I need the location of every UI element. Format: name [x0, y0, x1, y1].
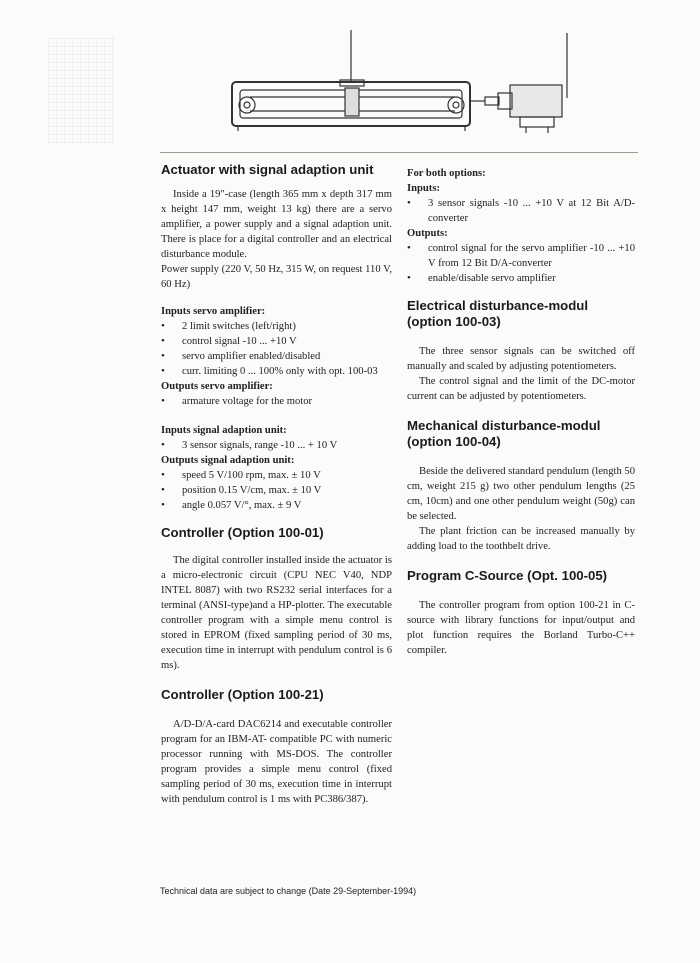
list-item: • armature voltage for the motor	[161, 394, 392, 409]
electrical-disturbance-text-2: The control signal and the limit of the DC-motor current can be adjusted by potentiometers.	[407, 376, 635, 402]
actuator-description: Inside a 19"-case (length 365 mm x depth 317 mm x height 147 mm, weight 13 kg) there are a servo amplifier, a power supply and a signal adaption unit. There is place for a digital controller and an electrical disturbance module.	[161, 189, 392, 260]
inputs-servo-heading: Inputs servo amplifier:	[161, 306, 266, 317]
list-item: • speed 5 V/100 rpm, max. ± 10 V	[161, 468, 392, 483]
both-inputs-heading: Inputs:	[407, 183, 440, 194]
section-title-mechanical-disturbance: Mechanical disturbance-modul (option 100-04)	[407, 418, 601, 449]
list-item: • 3 sensor signals, range -10 ... + 10 V	[161, 438, 392, 453]
controller-100-01-text: The digital controller installed inside the actuator is a micro-electronic circuit (CPU NEC V40, NDP INTEL 8087) with two RS232 serial interfaces for a terminal (ANSI-type)and a HP-plotter. The executable controller program with a simple menu control is stored in EPROM (fixed sampling period of 30 ms, execution time in interrupt with pendulum control is 6 ms).	[161, 555, 392, 671]
list-item: • angle 0.057 V/°, max. ± 9 V	[161, 498, 392, 513]
motor-unit	[510, 85, 562, 117]
list-item: • position 0.15 V/cm, max. ± 10 V	[161, 483, 392, 498]
mechanical-disturbance-text-1: Beside the delivered standard pendulum (length 50 cm, weight 215 g) two other pendulum lengths (25 cm, 10cm) and one other pendulum weight (50g) can be selected.	[407, 466, 635, 522]
list-item: • enable/disable servo amplifier	[407, 271, 635, 286]
section-title-electrical-disturbance: Electrical disturbance-modul (option 100-03)	[407, 298, 589, 329]
controller-100-21-text: A/D-D/A-card DAC6214 and executable controller program for an IBM-AT- compatible PC with numeric processor running with MS-DOS. The controller program provides a simple menu control (fixed sampling period of 30 ms, execution time in interrupt with pendulum control is 1 ms with PC386/387).	[161, 719, 392, 805]
section-title-controller-100-01: Controller (Option 100-01)	[161, 525, 324, 540]
list-item: • 3 sensor signals -10 ... +10 V at 12 Bit A/D-converter	[407, 196, 635, 226]
section-title-controller-100-21: Controller (Option 100-21)	[161, 687, 324, 702]
outputs-servo-list	[161, 394, 392, 409]
list-item: • control signal -10 ... +10 V	[161, 334, 392, 349]
program-c-source-text: The controller program from option 100-21 in C-source with library functions for input/output and plot function requires the Borland Turbo-C++ compiler.	[407, 600, 635, 656]
section-title-program-c-source: Program C-Source (Opt. 100-05)	[407, 568, 608, 583]
mechanical-disturbance-text-2: The plant friction can be increased manually by adding load to the toothbelt drive.	[407, 526, 635, 552]
outputs-signal-list	[161, 468, 392, 513]
both-outputs-list	[407, 241, 635, 286]
both-options-heading: For both options:	[407, 168, 486, 179]
list-item: • servo amplifier enabled/disabled	[161, 349, 392, 364]
list-item: • 2 limit switches (left/right)	[161, 319, 392, 334]
header-rule	[160, 152, 638, 153]
left-column	[161, 162, 392, 807]
list-item: • control signal for the servo amplifier -10 ... +10 V from 12 Bit D/A-converter	[407, 241, 635, 271]
show-through-pattern	[48, 38, 114, 144]
pulley-left	[239, 97, 255, 113]
section-title-actuator: Actuator with signal adaption unit	[161, 162, 374, 177]
electrical-disturbance-text-1: The three sensor signals can be switched off manually and scaled by adjusting potentiometers.	[407, 346, 635, 372]
footer-note: Technical data are subject to change (Date 29-September-1994)	[160, 886, 417, 896]
cart	[345, 88, 359, 116]
list-item: • curr. limiting 0 ... 100% only with opt. 100-03	[161, 364, 392, 379]
inputs-servo-list	[161, 319, 392, 379]
power-supply-text: Power supply (220 V, 50 Hz, 315 W, on request 110 V, 60 Hz)	[161, 264, 393, 290]
outputs-servo-heading: Outputs servo amplifier:	[161, 381, 273, 392]
pendulum-apparatus-drawing	[220, 25, 580, 145]
both-inputs-list	[407, 196, 635, 226]
inputs-signal-heading: Inputs signal adaption unit:	[161, 425, 287, 436]
right-column	[407, 166, 635, 658]
outputs-signal-heading: Outputs signal adaption unit:	[161, 455, 295, 466]
both-outputs-heading: Outputs:	[407, 228, 448, 239]
inputs-signal-list	[161, 438, 392, 453]
